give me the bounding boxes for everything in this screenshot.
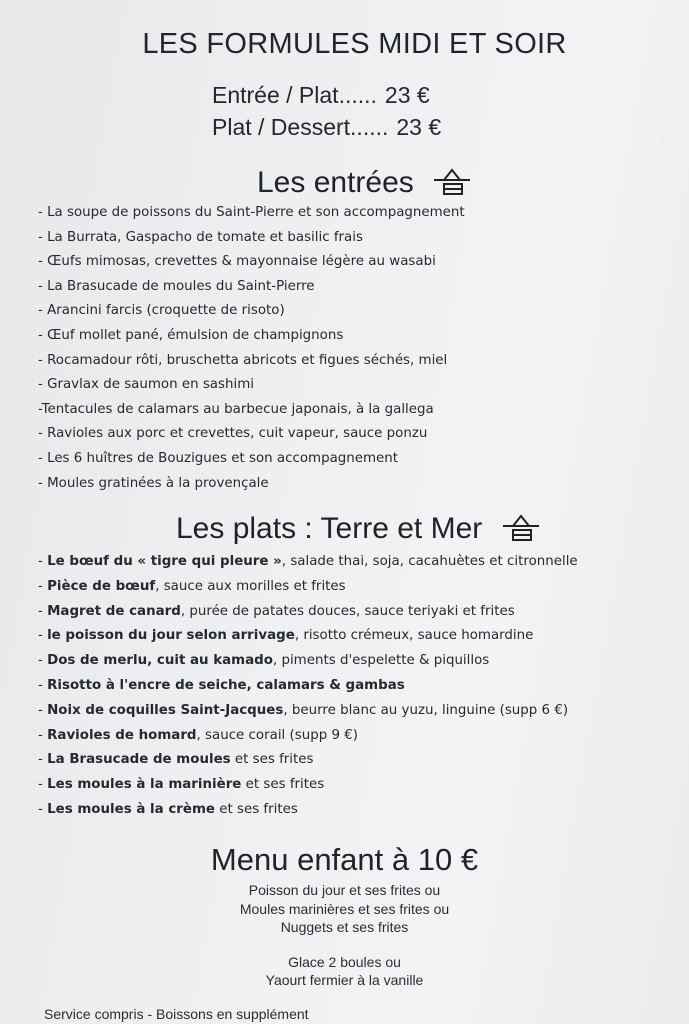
entree-item: - Ravioles aux porc et crevettes, cuit vapeur, sauce ponzu (38, 426, 428, 442)
menu-enfant-title: Menu enfant à 10 € (210, 842, 479, 877)
chef-hat-icon (501, 510, 541, 550)
formule-price: 23 € (396, 114, 442, 140)
plat-description: , piments d'espelette & piquillos (272, 653, 490, 669)
enfant-line: Nuggets et ses frites (280, 919, 409, 935)
plats-title: Les plats : Terre et Mer (176, 511, 483, 545)
formule-label: Entrée / Plat...... (212, 82, 377, 108)
entree-item: - Gravlax de saumon en sashimi (38, 377, 254, 393)
entrees-heading (257, 164, 472, 204)
entree-item: - La Burrata, Gaspacho de tomate et basilic frais (38, 229, 363, 245)
formule-price: 23 € (384, 82, 430, 108)
plat-description: et ses frites (214, 801, 298, 817)
plat-name: Magret de canard (47, 603, 181, 619)
entree-item: - Œuf mollet pané, émulsion de champignons (38, 327, 344, 343)
plat-description: et ses frites (230, 752, 314, 768)
plat-name: Le bœuf du « tigre qui pleure » (47, 554, 282, 569)
chef-hat-icon (432, 164, 472, 204)
plat-name: Ravioles de homard (47, 727, 197, 743)
entree-item: - Les 6 huîtres de Bouzigues et son accompagnement (38, 450, 399, 466)
plat-item (38, 649, 578, 674)
plats-heading (176, 510, 541, 550)
entree-item: - Rocamadour rôti, bruschetta abricots et figues séchés, miel (38, 352, 448, 368)
footer-note: Service compris - Boissons en supplément (44, 1006, 309, 1022)
plat-prefix: - (38, 702, 48, 718)
entree-item: - Œufs mimosas, crevettes & mayonnaise légère au wasabi (38, 254, 436, 270)
plat-description: , sauce corail (supp 9 €) (196, 727, 358, 743)
plats-list (38, 550, 578, 823)
entree-item: - La soupe de poissons du Saint-Pierre et son accompagnement (38, 205, 465, 220)
plat-name: Les moules à la marinière (47, 777, 242, 793)
plat-item (38, 600, 578, 625)
enfant-dessert-line: Glace 2 boules ou (288, 953, 401, 970)
page-title: LES FORMULES MIDI ET SOIR (142, 28, 567, 60)
plat-item (38, 674, 578, 699)
plat-description: , salade thai, soja, cacahuètes et citronnelle (281, 554, 578, 569)
entree-item: - La Brasucade de moules du Saint-Pierre (38, 278, 315, 294)
plat-name: Risotto à l'encre de seiche, calamars & gambas (47, 677, 405, 693)
plat-description: , purée de patates douces, sauce teriyaki et frites (180, 603, 515, 619)
plat-prefix: - (38, 752, 48, 768)
plat-item (38, 550, 578, 575)
plat-item (38, 724, 578, 749)
plat-name: Pièce de bœuf (47, 578, 156, 594)
plat-prefix: - (38, 801, 48, 817)
entrees-title: Les entrées (257, 165, 414, 199)
plat-prefix: - (38, 578, 48, 594)
plat-description: et ses frites (241, 777, 325, 793)
enfant-line: Moules marinières et ses frites ou (239, 900, 450, 917)
plat-item (38, 798, 578, 823)
formule-plat-dessert (212, 114, 441, 141)
plat-prefix: - (38, 603, 48, 619)
entree-item: - Moules gratinées à la provençale (38, 475, 269, 491)
entree-item: - Arancini farcis (croquette de risoto) (38, 303, 285, 319)
plat-prefix: - (38, 554, 48, 569)
spacer (0, 937, 689, 953)
plat-item (38, 699, 578, 724)
plat-item (38, 748, 578, 773)
entree-item: -Tentacules de calamars au barbecue japonais, à la gallega (38, 401, 434, 417)
plat-prefix: - (38, 727, 48, 743)
plat-name: La Brasucade de moules (47, 752, 231, 768)
plat-name: le poisson du jour selon arrivage (47, 628, 295, 644)
plat-description: , beurre blanc au yuzu, linguine (supp 6 €) (283, 702, 569, 718)
plat-item (38, 773, 578, 798)
enfant-line: Poisson du jour et ses frites ou (248, 882, 441, 898)
formule-label: Plat / Dessert...... (212, 114, 389, 140)
plat-item (38, 575, 578, 600)
plat-description: , sauce aux morilles et frites (155, 578, 346, 594)
plat-name: Noix de coquilles Saint-Jacques (47, 702, 284, 718)
menu-enfant-details (0, 881, 689, 990)
plat-description: , risotto crémeux, sauce homardine (294, 628, 534, 644)
formule-entree-plat (212, 82, 430, 109)
plat-prefix: - (38, 677, 48, 693)
enfant-dessert-line: Yaourt fermier à la vanille (265, 972, 424, 988)
entrees-list (38, 201, 465, 496)
plat-name: Les moules à la crème (47, 801, 215, 817)
plat-prefix: - (38, 628, 48, 644)
plat-prefix: - (38, 653, 48, 669)
plat-name: Dos de merlu, cuit au kamado (47, 653, 273, 669)
plat-prefix: - (38, 777, 48, 793)
plat-item (38, 624, 578, 649)
